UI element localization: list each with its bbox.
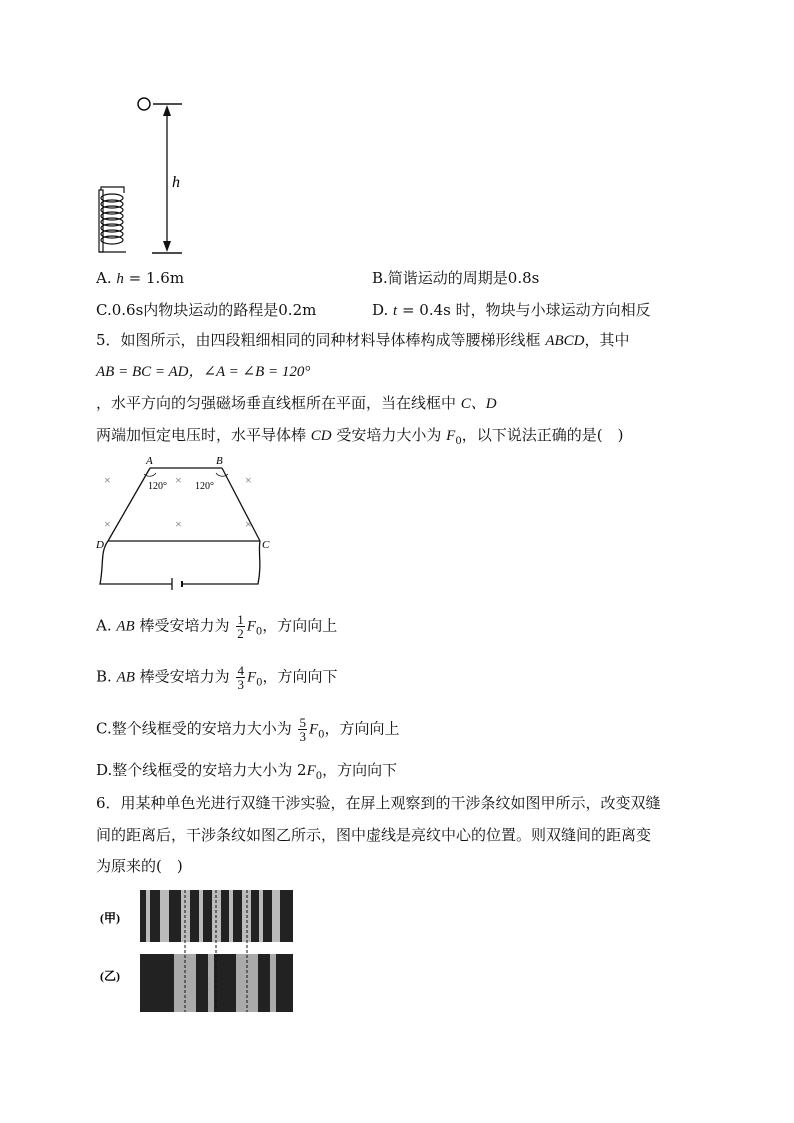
label-jia: (甲) [100,911,120,925]
q6-line3: 为原来的( ) [96,857,183,875]
bar-BC [222,468,260,541]
q5-line2: AB = BC = AD，∠A = ∠B = 120° [96,364,311,380]
bar-AD [108,468,150,541]
arrow-down-head [163,241,171,252]
angle-A-label: 120° [148,481,167,492]
q4-option-a[interactable]: A. h = 1.6m [96,269,185,287]
arrow-up-head [163,105,171,116]
q5-option-d[interactable]: D.整个线框受的安培力大小为 $2F_0$，方向向下 [96,761,398,782]
field-cross: × [175,517,182,531]
field-cross: × [245,473,252,487]
spring-height-figure [90,90,200,260]
label-C: C [262,539,270,551]
q4-option-b[interactable]: B.简谐运动的周期是0.8s [372,269,540,287]
label-B: B [216,455,223,467]
interference-fringes-figure [96,886,296,1016]
q5-line3: ，水平方向的匀强磁场垂直线框所在平面，当在线框中 C、D [96,394,497,412]
label-A: A [146,455,153,467]
q4-option-d[interactable]: D. t = 0.4s 时，物块与小球运动方向相反 [372,301,651,319]
q5-line4: 两端加恒定电压时，水平导体棒 CD 受安培力大小为 $F_0$，以下说法正确的是( ) [96,426,624,447]
field-cross: × [175,473,182,487]
q6-line2: 间的距离后，干涉条纹如图乙所示，图中虚线是亮纹中心的位置。则双缝间的距离变 [96,826,652,844]
lead-wire-right [182,541,260,584]
field-cross: × [104,473,111,487]
ball [138,98,150,110]
q5-line1: 5．如图所示，由四段粗细相同的同种材料导体棒构成等腰梯形线框 ABCD，其中 [96,331,630,349]
q6-line1: 6．用某种单色光进行双缝干涉实验，在屏上观察到的干涉条纹如图甲所示，改变双缝 [96,794,661,812]
spring [99,187,126,252]
q5-option-a[interactable]: A. AB 棒受安培力为 $\frac{1}{2}$ $F_0$，方向向上 [96,612,338,641]
label-yi: (乙) [100,969,120,983]
height-label: h [172,174,180,191]
fraction: $\frac{1}{2}$ [237,612,244,641]
field-cross: × [245,517,252,531]
q5-option-c[interactable]: C.整个线框受的安培力大小为 $\frac{5}{3}$ $F_0$，方向向上 [96,715,400,744]
lead-wire-left [100,541,172,584]
q4-option-c[interactable]: C.0.6s内物块运动的路程是0.2m [96,301,317,319]
field-cross: × [104,517,111,531]
angle-B-label: 120° [195,481,214,492]
trapezoid-circuit-figure [92,452,282,596]
fraction: $\frac{5}{3}$ [299,715,306,744]
fraction: $\frac{4}{3}$ [237,663,244,692]
q5-option-b[interactable]: B. AB 棒受安培力为 $\frac{4}{3}$ $F_0$，方向向下 [96,663,338,692]
label-D: D [96,539,104,551]
